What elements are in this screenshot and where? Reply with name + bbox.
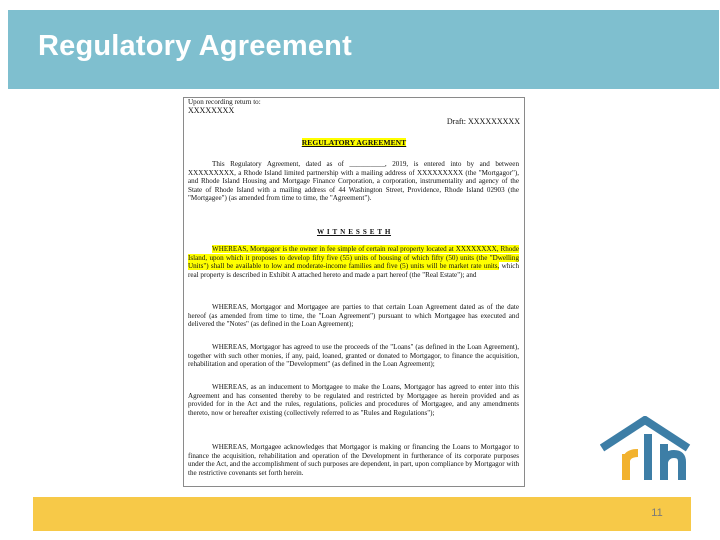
whereas-paragraph-2: WHEREAS, Mortgagor and Mortgagee are parties to that certain Loan Agreement dated as of the date hereof (as amended from time to time, the "Loan Agreement") pursuant to which Mortgagee has executed and delivered the "Notes" (as defined in the Loan Agreement); [188, 303, 519, 329]
heading-text: REGULATORY AGREEMENT [301, 138, 407, 147]
slide-title: Regulatory Agreement [38, 30, 352, 62]
whereas-paragraph-4: WHEREAS, as an inducement to Mortgagee to make the Loans, Mortgagor has agreed to enter into this Agreement and has consented thereby to be regulated and restricted by Mortgagee as herein provided and as provided for in the Act and the rules, regulations, policies and procedures of Mortgagee, and any amendments thereto, now or hereafter existing (collectively referred to as "Rules and Regulations"); [188, 383, 519, 417]
document-image [183, 97, 525, 487]
whereas-paragraph-5: WHEREAS, Mortgagee acknowledges that Mortgagor is making or financing the Loans to Mortgagor to finance the acquisition, rehabilitation and operation of the Development in furtherance of its corporate purposes under the Act, and the accomplishment of such purposes are dependent, in part, upon compliance by Mortgagor with the restrictive covenants set forth herein. [188, 443, 519, 477]
footer-bar [33, 497, 691, 531]
whereas-paragraph-3: WHEREAS, Mortgagor has agreed to use the proceeds of the "Loans" (as defined in the Loan Agreement), together with such other monies, if any, paid, loaned, granted or donated to Mortgagor, to finance the acquisition, rehabilitation and operation of the "Development" (as defined in the Loan Agreement); [188, 343, 519, 369]
rih-house-logo-icon [600, 416, 694, 482]
highlighted-text: WHEREAS, Mortgagor is the owner in fee simple of certain real property located at XXXXXXXX, Rhode Island, upon which it proposes to develop fifty five (55) units of housing of which fifty (50) units (the "Dwelling Units") shall be available to low and moderate-income families and five (5) units will be market rate units, [188, 245, 519, 271]
page-number: 11 [651, 507, 663, 519]
witnesseth-heading: W I T N E S S E T H [316, 228, 392, 236]
recording-label: Upon recording return to: [188, 98, 261, 106]
intro-paragraph: This Regulatory Agreement, dated as of __________, 2019, is entered into by and between XXXXXXXXX, a Rhode Island limited partnership with a mailing address of XXXXXXXXX (the "Mortgagor"), and Rhode Island Housing and Mortgage Finance Corporation, a corporation, instrumentality and agency of the State of Rhode Island with a mailing address of 44 Washington Street, Providence, Rhode Island 02903 (the "Mortgagee") (as amended from time to time, the "Agreement"). [188, 160, 519, 203]
document-heading [184, 139, 524, 148]
recording-name: XXXXXXXX [188, 106, 235, 115]
whereas-paragraph-1 [188, 245, 519, 279]
draft-label: Draft: XXXXXXXXX [446, 117, 520, 126]
paragraph-continuation: which real property is described in Exhibit A attached hereto and made a part hereof (the "Real Estate"); and [188, 262, 519, 279]
